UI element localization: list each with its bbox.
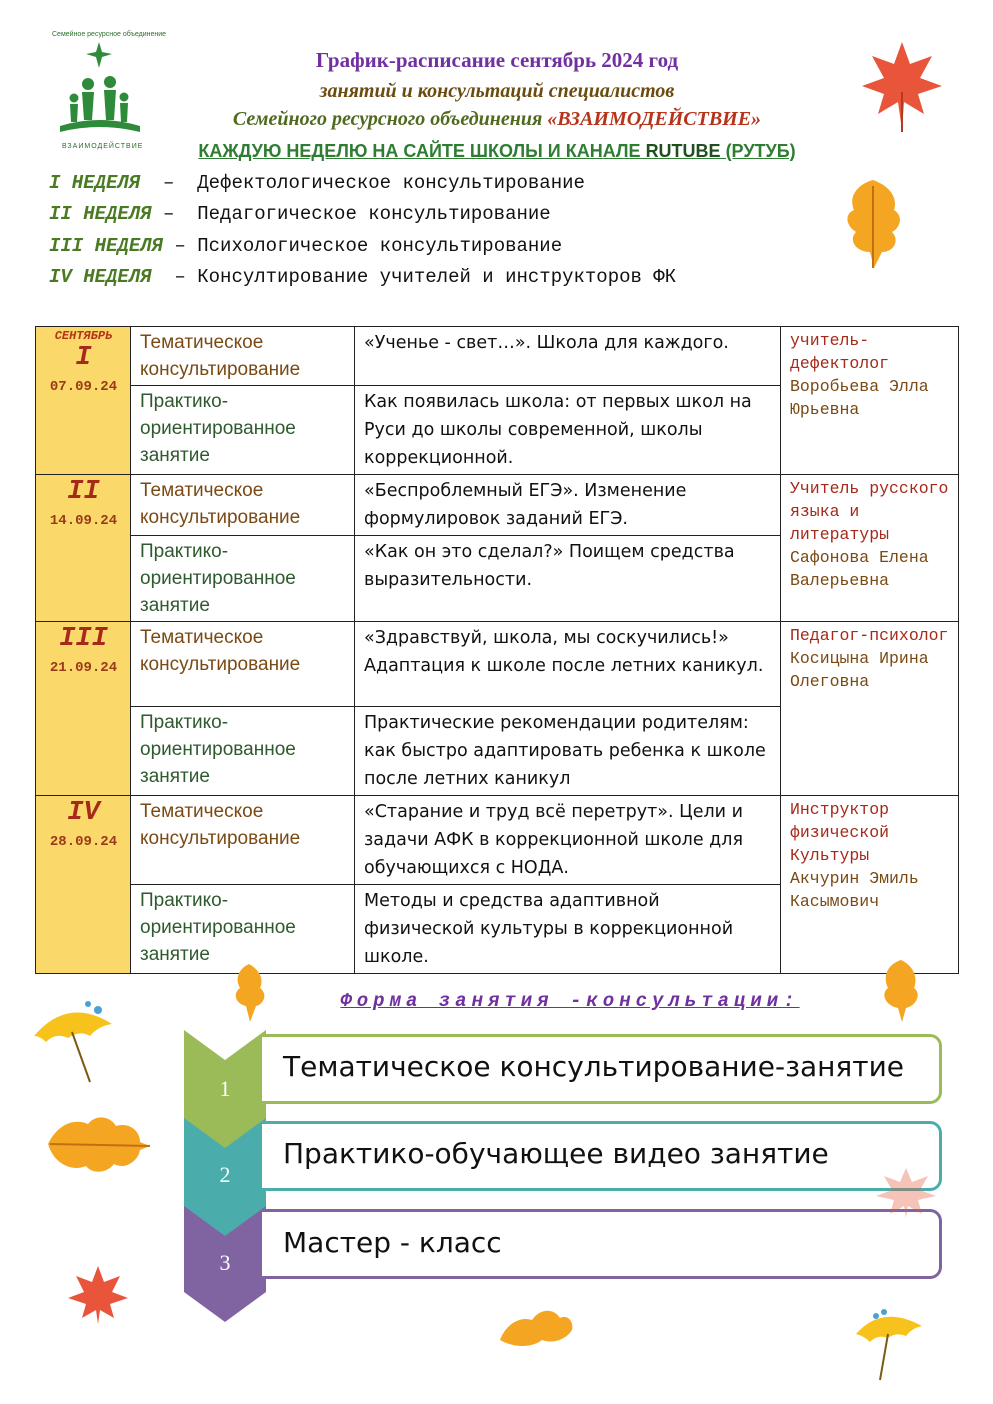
specialist-role: Педагог-психолог xyxy=(790,626,949,645)
maple-leaf-icon xyxy=(862,42,942,132)
step-text: Тематическое консультирование-занятие xyxy=(283,1050,905,1083)
specialist-cell xyxy=(781,622,959,796)
week-separator: – xyxy=(151,266,198,288)
week-cell xyxy=(36,622,131,796)
specialist-cell xyxy=(781,327,959,475)
week-cell xyxy=(36,796,131,974)
week-date: 21.09.24 xyxy=(49,660,118,676)
specialist-role: Учитель русского языка и литературы xyxy=(790,479,949,544)
oak-leaf-icon xyxy=(838,176,908,272)
organization-prefix: Семейного ресурсного объединения xyxy=(232,108,548,130)
oak-leaf-icon xyxy=(876,958,926,1024)
session-type: Тематическое консультирование xyxy=(131,475,355,536)
week-date: 28.09.24 xyxy=(49,834,118,850)
session-topic: «Старание и труд всё перетрут». Цели и задачи АФК в коррекционной школе для обучающихся с НОДА. xyxy=(355,796,781,885)
week-label: III НЕДЕЛЯ xyxy=(49,235,164,257)
week-line-2 xyxy=(49,203,551,225)
table-row xyxy=(36,796,959,885)
session-topic: Практические рекомендации родителям: как быстро адаптировать ребенка к школе после летних каникул xyxy=(355,707,781,796)
family-logo-icon xyxy=(52,40,147,142)
step-text: Мастер - класс xyxy=(283,1226,502,1259)
specialist-role: Инструктор физической Культуры xyxy=(790,800,890,865)
maple-leaf-icon xyxy=(68,1266,128,1324)
week-line-1 xyxy=(49,172,585,194)
schedule-table xyxy=(35,326,959,974)
week-text: Психологическое консультирование xyxy=(197,235,563,257)
session-topic: Методы и средства адаптивной физической культуры в коррекционной школе. xyxy=(355,885,781,974)
session-type: Практико-ориентированное занятие xyxy=(131,536,355,622)
session-topic: «Как он это сделал?» Поищем средства выразительности. xyxy=(355,536,781,622)
channel-suffix: (РУТУБ) xyxy=(720,141,796,161)
specialist-name: Воробьева Элла Юрьевна xyxy=(790,377,929,419)
session-type: Практико-ориентированное занятие xyxy=(131,707,355,796)
week-label: II НЕДЕЛЯ xyxy=(49,203,152,225)
channel-prefix: КАЖДУЮ НЕДЕЛЮ НА САЙТЕ ШКОЛЫ И КАНАЛЕ xyxy=(198,141,646,161)
session-type: Тематическое консультирование xyxy=(131,796,355,885)
channel-line xyxy=(140,141,854,162)
forms-title: Форма занятия -консультации: xyxy=(340,990,800,1012)
oak-leaf-icon xyxy=(44,1110,152,1180)
week-number: III xyxy=(59,624,108,654)
umbrella-icon xyxy=(28,996,118,1086)
session-topic: «Здравствуй, школа, мы соскучились!» Адаптация к школе после летних каникул. xyxy=(355,622,781,707)
organization-line xyxy=(140,108,854,131)
specialist-role: учитель-дефектолог xyxy=(790,331,890,373)
week-number: II xyxy=(67,477,100,507)
session-topic: Как появилась школа: от первых школ на Руси до школы современной, школы коррекционной. xyxy=(355,386,781,475)
specialist-cell xyxy=(781,475,959,622)
table-row xyxy=(36,475,959,536)
step-text: Практико-обучающее видео занятие xyxy=(283,1137,829,1170)
week-separator: – xyxy=(163,235,198,257)
week-label: IV НЕДЕЛЯ xyxy=(49,266,152,288)
page-title: График-расписание сентябрь 2024 год xyxy=(315,48,679,72)
specialist-cell xyxy=(781,796,959,974)
specialist-name: Сафонова Елена Валерьевна xyxy=(790,548,929,590)
month-label: СЕНТЯБРЬ xyxy=(54,329,113,343)
step-number: 1 xyxy=(219,1076,231,1101)
week-number: I xyxy=(75,343,92,373)
week-text: Дефектологическое консультирование xyxy=(197,172,585,194)
week-line-3 xyxy=(49,235,562,257)
rutube-label: RUTUBE xyxy=(645,141,721,161)
session-type: Практико-ориентированное занятие xyxy=(131,885,355,974)
week-date: 14.09.24 xyxy=(49,513,118,529)
maple-leaf-icon xyxy=(876,1168,936,1218)
week-text: Консултирование учителей и инструкторов ФК xyxy=(197,266,677,288)
umbrella-icon xyxy=(852,1304,924,1384)
logo-name: ВЗАИМОДЕЙСТВИЕ xyxy=(62,143,144,150)
week-separator: – xyxy=(140,172,198,194)
table-row xyxy=(36,622,959,707)
step-number: 3 xyxy=(219,1250,231,1275)
specialist-name: Косицына Ирина Олеговна xyxy=(790,649,929,691)
session-topic: «Ученье - свет…». Школа для каждого. xyxy=(355,327,781,386)
week-separator: – xyxy=(151,203,198,225)
specialist-name: Акчурин Эмиль Касымович xyxy=(790,869,919,911)
week-label: I НЕДЕЛЯ xyxy=(49,172,141,194)
step-number: 2 xyxy=(219,1162,231,1187)
session-topic: «Беспроблемный ЕГЭ». Изменение формулировок заданий ЕГЭ. xyxy=(355,475,781,536)
week-line-4 xyxy=(49,266,676,288)
oak-leaf-icon xyxy=(496,1300,576,1350)
logo-caption: Семейное ресурсное объединение xyxy=(52,31,167,38)
week-number: IV xyxy=(67,798,100,828)
oak-leaf-icon xyxy=(228,962,270,1024)
session-type: Практико-ориентированное занятие xyxy=(131,386,355,475)
organization-name: «ВЗАИМОДЕЙСТВИЕ» xyxy=(547,108,762,130)
table-row xyxy=(36,327,959,386)
week-text: Педагогическое консультирование xyxy=(197,203,551,225)
session-type: Тематическое консультирование xyxy=(131,327,355,386)
week-cell xyxy=(36,327,131,475)
subtitle-line: занятий и консультаций специалистов xyxy=(319,80,675,102)
session-type: Тематическое консультирование xyxy=(131,622,355,707)
week-cell xyxy=(36,475,131,622)
week-date: 07.09.24 xyxy=(49,379,118,395)
